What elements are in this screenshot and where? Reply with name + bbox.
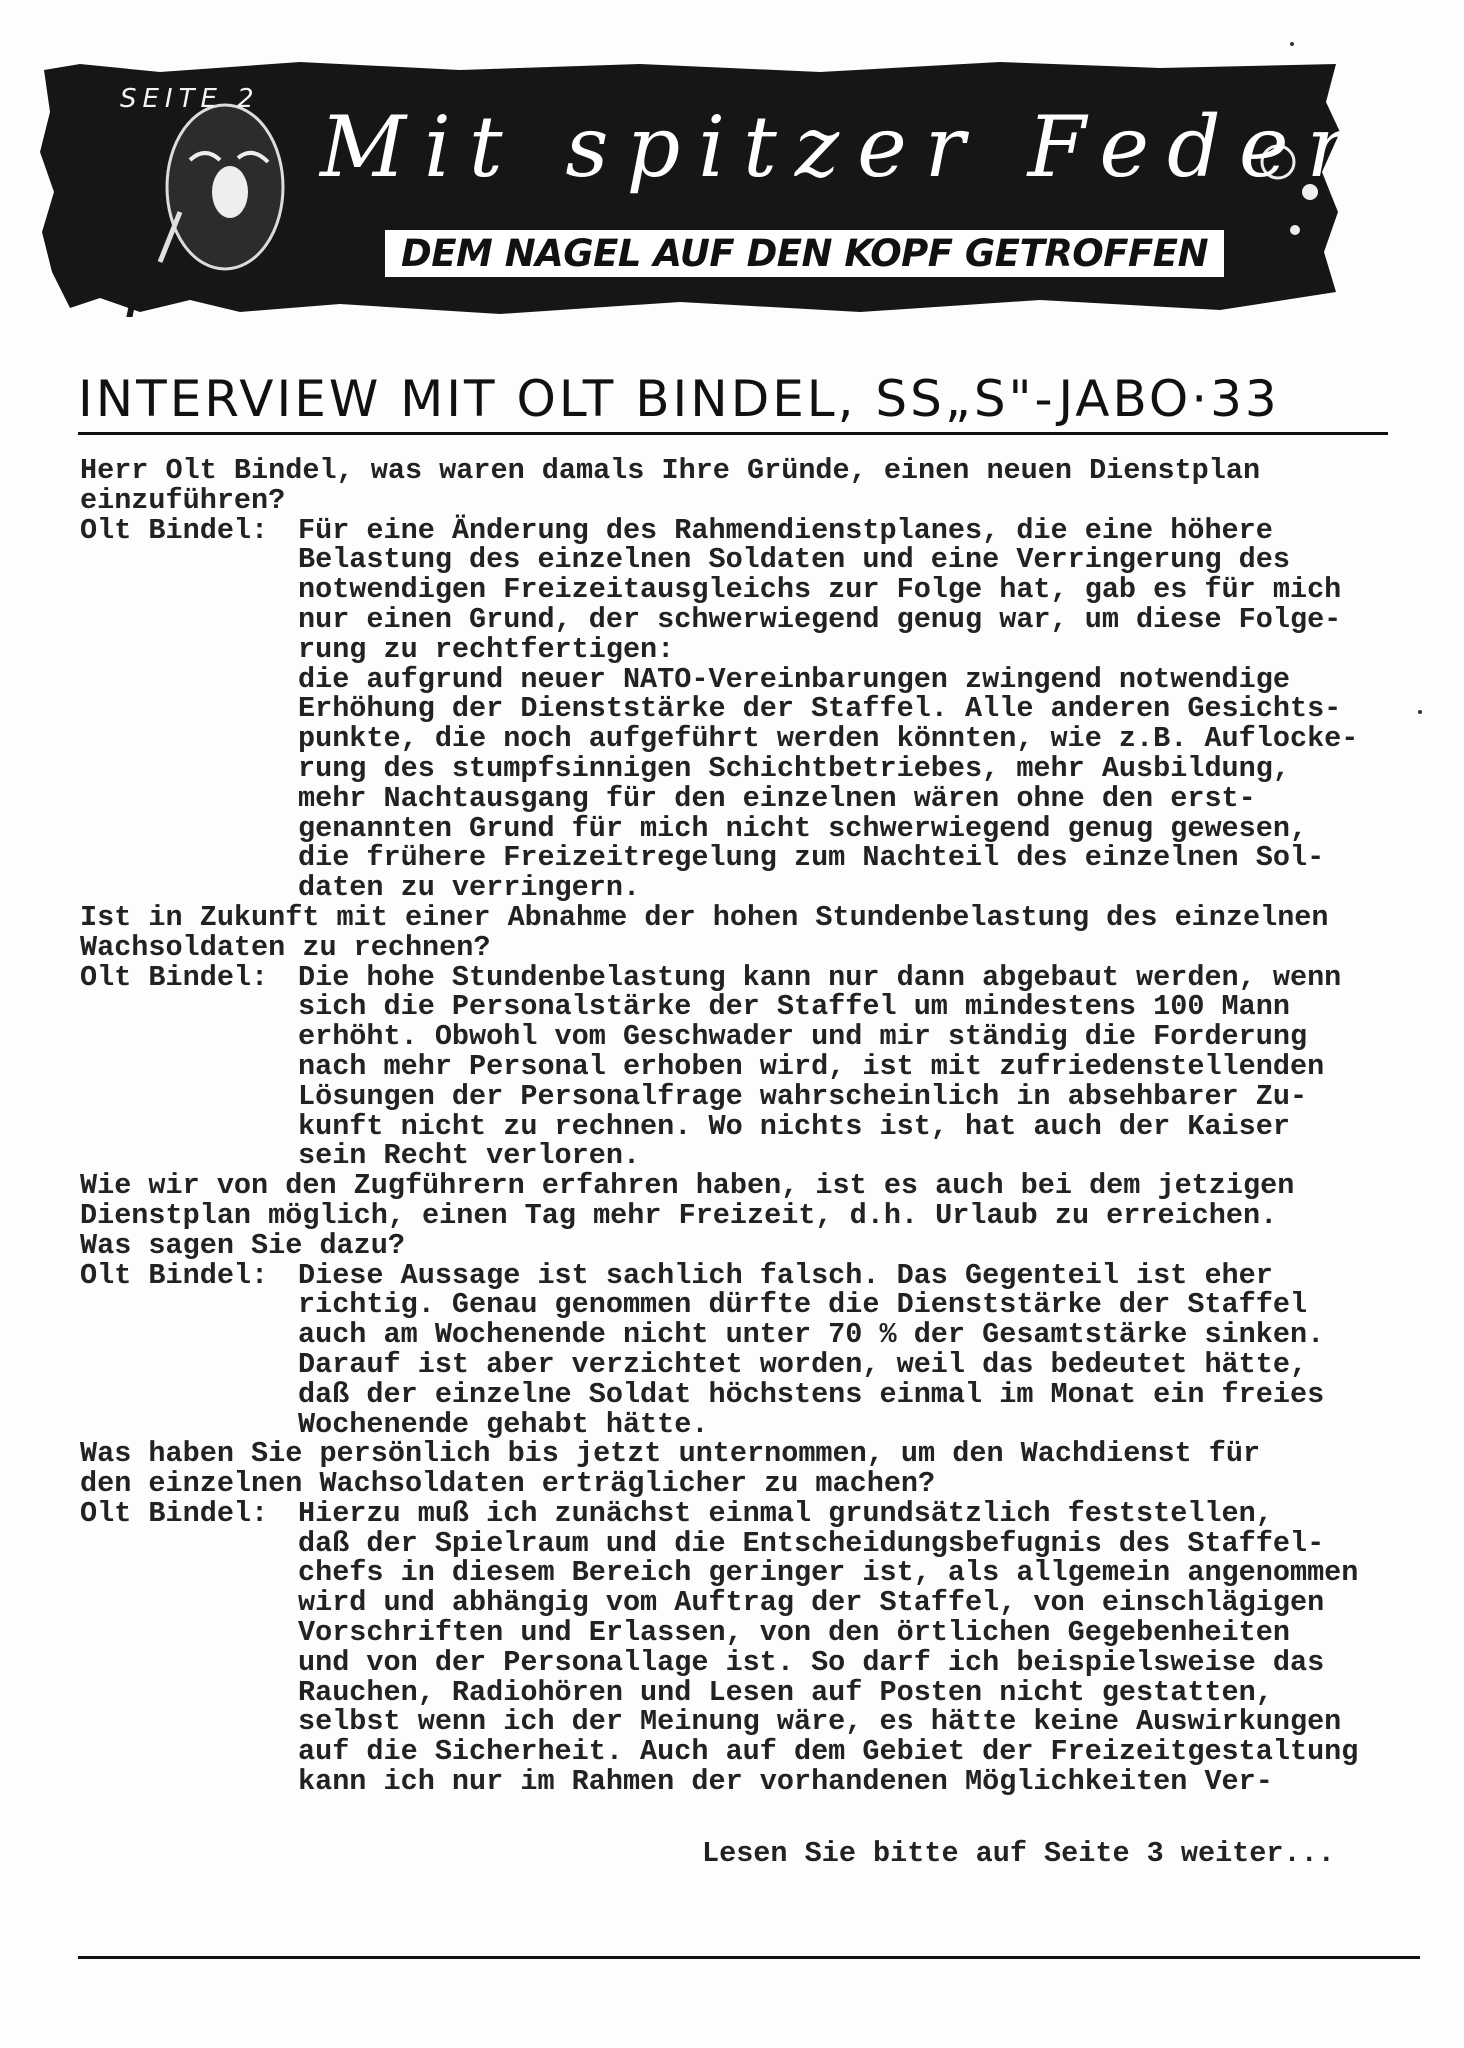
text-line: richtig. Genau genommen dürfte die Dienststärke der Staffel	[298, 1288, 1308, 1322]
text-line: Ist in Zukunft mit einer Abnahme der hohen Stundenbelastung des einzelnen	[80, 900, 1329, 934]
text-line: und von der Personallage ist. So darf ich beispielsweise das	[298, 1645, 1325, 1679]
answer-block	[80, 1258, 1430, 1441]
answer-text	[298, 513, 1430, 905]
question-block	[80, 900, 1430, 964]
text-line: Hierzu muß ich zunächst einmal grundsätzlich feststellen,	[298, 1496, 1273, 1530]
text-line: auf die Sicherheit. Auch auf dem Gebiet der Freizeitgestaltung	[298, 1735, 1359, 1769]
text-line: Die hohe Stundenbelastung kann nur dann abgebaut werden, wenn	[298, 960, 1342, 994]
text-line: Wachsoldaten zu rechnen?	[80, 930, 491, 964]
text-line: punkte, die noch aufgeführt werden könnten, wie z.B. Auflocke-	[298, 722, 1359, 756]
page-number-label: SEITE 2	[120, 84, 260, 114]
answer-text	[298, 1496, 1430, 1799]
text-line: Erhöhung der Dienststärke der Staffel. Alle anderen Gesichts-	[298, 692, 1342, 726]
text-line: kann ich nur im Rahmen der vorhandenen Möglichkeiten Ver-	[298, 1765, 1273, 1799]
ink-speck	[1418, 710, 1422, 714]
text-line: Wochenende gehabt hätte.	[298, 1407, 709, 1441]
answer-block	[80, 960, 1430, 1173]
footer-divider	[78, 1956, 1420, 1959]
text-line: daten zu verringern.	[298, 871, 641, 905]
text-line: Vorschriften und Erlassen, von den örtlichen Gegebenheiten	[298, 1616, 1290, 1650]
text-line: Was sagen Sie dazu?	[80, 1228, 405, 1262]
text-line: chefs in diesem Bereich geringer ist, als allgemein angenommen	[298, 1556, 1359, 1590]
question-block	[80, 456, 1430, 516]
speaker-label: Olt Bindel:	[80, 513, 269, 547]
question-block	[80, 1171, 1430, 1260]
text-line: Darauf ist aber verzichtet worden, weil das bedeutet hätte,	[298, 1347, 1308, 1381]
text-line: Was haben Sie persönlich bis jetzt unternommen, um den Wachdienst für	[80, 1437, 1261, 1471]
text-line: Belastung des einzelnen Soldaten und eine Verringerung des	[298, 543, 1290, 577]
speaker-label: Olt Bindel:	[80, 960, 269, 994]
text-line: Rauchen, Radiohören und Lesen auf Posten nicht gestatten,	[298, 1675, 1273, 1709]
text-line: Dienstplan möglich, einen Tag mehr Freizeit, d.h. Urlaub zu erreichen.	[80, 1198, 1278, 1232]
text-line: nur einen Grund, der schwerwiegend genug war, um diese Folge-	[298, 602, 1342, 636]
text-line: Für eine Änderung des Rahmendienstplanes, die eine höhere	[298, 513, 1273, 547]
masthead-title: Mit spitzer Feder	[320, 98, 1365, 196]
text-line: rung des stumpfsinnigen Schichtbetriebes, mehr Ausbildung,	[298, 751, 1290, 785]
text-line: daß der Spielraum und die Entscheidungsbefugnis des Staffel-	[298, 1526, 1325, 1560]
text-line: die frühere Freizeitregelung zum Nachteil des einzelnen Sol-	[298, 841, 1325, 875]
masthead-banner	[40, 62, 1365, 317]
answer-text	[298, 1258, 1430, 1441]
speaker-label: Olt Bindel:	[80, 1258, 269, 1292]
text-line: mehr Nachtausgang für den einzelnen wären ohne den erst-	[298, 781, 1256, 815]
question-block	[80, 1439, 1430, 1499]
text-line: sich die Personalstärke der Staffel um mindestens 100 Mann	[298, 990, 1290, 1024]
text-line: die aufgrund neuer NATO-Vereinbarungen zwingend notwendige	[298, 662, 1290, 696]
continuation-note: Lesen Sie bitte auf Seite 3 weiter...	[702, 1837, 1335, 1870]
text-line: wird und abhängig vom Auftrag der Staffel, von einschlägigen	[298, 1586, 1325, 1620]
speaker-label: Olt Bindel:	[80, 1496, 269, 1530]
text-line: den einzelnen Wachsoldaten erträglicher zu machen?	[80, 1467, 936, 1501]
answer-block	[80, 513, 1430, 905]
answer-text	[298, 960, 1430, 1173]
masthead-subtitle: DEM NAGEL AUF DEN KOPF GETROFFEN	[385, 230, 1224, 277]
text-line: selbst wenn ich der Meinung wäre, es hätte keine Auswirkungen	[298, 1705, 1342, 1739]
text-line: auch am Wochenende nicht unter 70 % der Gesamtstärke sinken.	[298, 1318, 1325, 1352]
text-line: erhöht. Obwohl vom Geschwader und mir ständig die Forderung	[298, 1020, 1308, 1054]
ink-speck	[1290, 42, 1294, 46]
text-line: Herr Olt Bindel, was waren damals Ihre Gründe, einen neuen Dienstplan	[80, 454, 1261, 487]
text-line: kunft nicht zu rechnen. Wo nichts ist, hat auch der Kaiser	[298, 1109, 1290, 1143]
text-line: rung zu rechtfertigen:	[298, 632, 675, 666]
text-line: genannten Grund für mich nicht schwerwiegend genug gewesen,	[298, 811, 1308, 845]
article-headline: INTERVIEW MIT OLT BINDEL, SS„S"-JABO·33	[78, 370, 1388, 435]
text-line: notwendigen Freizeitausgleichs zur Folge hat, gab es für mich	[298, 573, 1342, 607]
text-line: Diese Aussage ist sachlich falsch. Das Gegenteil ist eher	[298, 1258, 1273, 1292]
interview-body	[80, 456, 1430, 1797]
text-line: daß der einzelne Soldat höchstens einmal im Monat ein freies	[298, 1377, 1325, 1411]
text-line: Lösungen der Personalfrage wahrscheinlich in absehbarer Zu-	[298, 1079, 1308, 1113]
text-line: einzuführen?	[80, 483, 286, 517]
text-line: Wie wir von den Zugführern erfahren haben, ist es auch bei dem jetzigen	[80, 1169, 1295, 1203]
text-line: sein Recht verloren.	[298, 1139, 641, 1173]
text-line: nach mehr Personal erhoben wird, ist mit zufriedenstellenden	[298, 1049, 1325, 1083]
answer-block	[80, 1496, 1430, 1799]
